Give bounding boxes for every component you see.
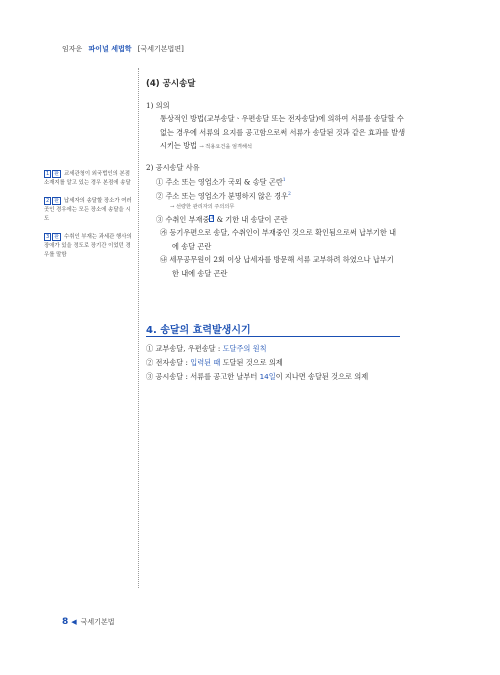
case-law-tag: 판 [54, 198, 60, 204]
meaning-paragraph [146, 112, 406, 155]
footnote-ref: 1 [282, 177, 286, 183]
highlight-text: 도달주의 원칙 [222, 344, 267, 353]
note-text: 납세자의 송달할 장소가 여러 곳인 경우에는 모든 장소에 송달을 시도 [44, 198, 132, 222]
highlight-text: 입력된 때 [190, 358, 221, 367]
reason-text-cont: & 기한 내 송달이 곤란 [214, 215, 288, 225]
section-rule [146, 336, 400, 337]
reason-3-sub-1: ㉮ 등기우편으로 송달, 수취인이 부재중인 것으로 확인됨으로써 납부기한 내에 송달 곤란 [160, 228, 397, 251]
case-law-tag: 판 [54, 171, 60, 177]
meaning-title: 1) 의의 [146, 101, 170, 110]
header-author: 임자운 [62, 45, 83, 53]
timing-label: ② 전자송달 : [146, 358, 191, 367]
reason-1 [146, 174, 406, 188]
footnote-ref: 3 [210, 215, 214, 221]
margin-note-3 [44, 233, 132, 260]
sidebar-divider [138, 68, 139, 588]
note-number: 1 [46, 171, 50, 177]
reasons-title: 2) 공시송달 사유 [146, 162, 200, 172]
timing-text: 도달된 것으로 의제 [220, 358, 283, 367]
section-heading: 4. 송달의 효력발생시기 [146, 325, 251, 336]
meaning-arrow-note: → 적용요건을 엄격해석 [199, 144, 253, 150]
triangle-left-icon: ◀ [71, 618, 77, 626]
page-footer [62, 617, 114, 627]
reason-3 [146, 213, 406, 226]
meaning-text: 통상적인 방법(교부송달ㆍ우편송달 또는 전자송달)에 의하여 서류를 송달할 수 없는 경우에 서류의 요지를 공고함으로써 서류가 송달된 것과 같은 효과를 발생시키는 방법 [160, 114, 406, 150]
running-header [62, 44, 184, 54]
timing-text: 이 지나면 송달된 것으로 의제 [275, 372, 369, 381]
margin-notes [44, 170, 132, 269]
margin-note-2 [44, 197, 132, 224]
page-number: 8 [62, 617, 69, 627]
effect-timing-list [146, 342, 406, 384]
timing-label: ③ 공시송달 : 서류를 공고한 날부터 [146, 372, 260, 381]
main-content [146, 78, 406, 280]
reason-2-note: → 선량한 관리자의 주의의무 [170, 204, 235, 211]
case-law-tag: 판 [54, 234, 60, 240]
reason-2 [146, 188, 406, 202]
note-text: 교세관청이 외국법인의 본점 소재지를 알고 있는 경우 본점에 송달 [44, 171, 131, 186]
timing-item-1 [146, 342, 406, 356]
reason-3-sub-2: ㉯ 세무공무원이 2회 이상 납세자를 방문해 서류 교부하려 하였으나 납부기한 내에 송달 곤란 [160, 255, 394, 278]
timing-item-3 [146, 370, 406, 384]
footer-book-title: 국세기본법 [80, 618, 115, 626]
margin-note-1 [44, 170, 132, 188]
subsection-title: (4) 공시송달 [146, 79, 196, 89]
timing-item-2 [146, 356, 406, 370]
header-series-title: 파이널 세법학 [88, 45, 132, 53]
note-number: 3 [46, 234, 50, 240]
note-text: 수취인 부재는 과세관 행사의 장애가 있을 정도로 장기간 이었던 경우를 말함 [44, 234, 132, 258]
header-subtitle: [국세기본법편] [137, 45, 184, 53]
highlight-text: 14일 [259, 372, 276, 381]
reason-text: ③ 수취인 부재중 [156, 215, 210, 225]
note-number: 2 [46, 198, 50, 204]
reason-text: ① 주소 또는 영업소가 국외 & 송달 곤란 [156, 176, 283, 186]
footnote-ref: 2 [288, 191, 291, 197]
timing-label: ① 교부송달, 우편송달 : [146, 344, 223, 353]
reason-text: ② 주소 또는 영업소가 분명하지 않은 경우 [156, 191, 288, 201]
